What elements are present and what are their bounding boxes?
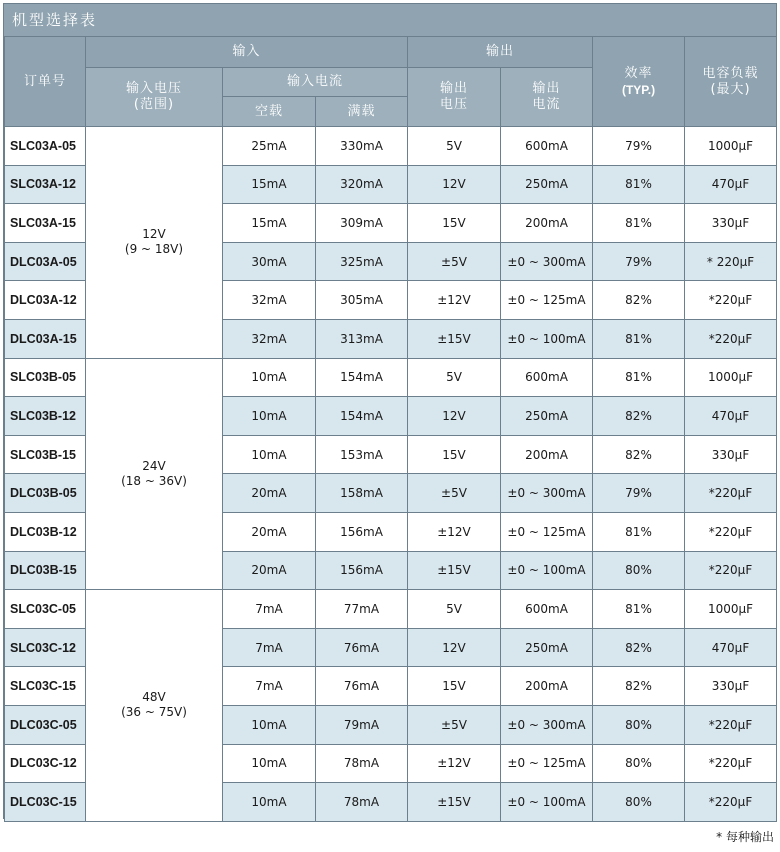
- model-cell: SLC03B-12: [5, 397, 86, 436]
- output-current-cell: ±0 ~ 300mA: [501, 242, 593, 281]
- efficiency-cell: 81%: [593, 165, 685, 204]
- model-cell: DLC03C-05: [5, 705, 86, 744]
- efficiency-cell: 82%: [593, 667, 685, 706]
- efficiency-cell: 79%: [593, 242, 685, 281]
- output-current-cell: 200mA: [501, 204, 593, 243]
- output-current-cell: 250mA: [501, 165, 593, 204]
- header-input-voltage-range: (范围): [133, 97, 175, 112]
- no-load-current-cell: 32mA: [223, 319, 316, 358]
- capacitive-load-cell: 1000µF: [685, 590, 777, 629]
- full-load-current-cell: 330mA: [316, 127, 408, 166]
- no-load-current-cell: 10mA: [223, 397, 316, 436]
- model-cell: DLC03A-12: [5, 281, 86, 320]
- header-capacitive-load: [685, 37, 777, 127]
- capacitive-load-cell: 330µF: [685, 435, 777, 474]
- efficiency-cell: 80%: [593, 744, 685, 783]
- output-current-cell: 600mA: [501, 358, 593, 397]
- header-output-voltage: [408, 68, 501, 127]
- output-voltage-cell: 15V: [408, 204, 501, 243]
- output-voltage-cell: 12V: [408, 165, 501, 204]
- input-voltage-range: (36 ~ 75V): [121, 705, 187, 720]
- model-cell: DLC03C-15: [5, 783, 86, 822]
- no-load-current-cell: 20mA: [223, 512, 316, 551]
- efficiency-cell: 82%: [593, 435, 685, 474]
- output-current-cell: 600mA: [501, 590, 593, 629]
- no-load-current-cell: 7mA: [223, 590, 316, 629]
- header-output-voltage-l1: 输出: [439, 81, 468, 96]
- efficiency-cell: 79%: [593, 127, 685, 166]
- no-load-current-cell: 10mA: [223, 435, 316, 474]
- output-voltage-cell: ±15V: [408, 551, 501, 590]
- output-current-cell: 250mA: [501, 397, 593, 436]
- efficiency-cell: 81%: [593, 358, 685, 397]
- efficiency-cell: 80%: [593, 551, 685, 590]
- model-cell: DLC03B-05: [5, 474, 86, 513]
- full-load-current-cell: 77mA: [316, 590, 408, 629]
- input-voltage-cell: [86, 358, 223, 590]
- full-load-current-cell: 309mA: [316, 204, 408, 243]
- input-voltage-value: 24V: [142, 458, 166, 473]
- full-load-current-cell: 156mA: [316, 512, 408, 551]
- capacitive-load-cell: *220µF: [685, 783, 777, 822]
- output-current-cell: ±0 ~ 100mA: [501, 783, 593, 822]
- header-efficiency-typ: (TYP.): [621, 82, 656, 97]
- no-load-current-cell: 10mA: [223, 358, 316, 397]
- no-load-current-cell: 20mA: [223, 551, 316, 590]
- full-load-current-cell: 154mA: [316, 358, 408, 397]
- no-load-current-cell: 20mA: [223, 474, 316, 513]
- model-cell: SLC03A-12: [5, 165, 86, 204]
- efficiency-cell: 81%: [593, 512, 685, 551]
- header-input: 输入: [86, 37, 408, 68]
- no-load-current-cell: 15mA: [223, 165, 316, 204]
- model-cell: SLC03B-15: [5, 435, 86, 474]
- capacitive-load-cell: 470µF: [685, 628, 777, 667]
- output-voltage-cell: 12V: [408, 397, 501, 436]
- efficiency-cell: 81%: [593, 204, 685, 243]
- output-voltage-cell: 5V: [408, 127, 501, 166]
- no-load-current-cell: 7mA: [223, 628, 316, 667]
- capacitive-load-cell: 1000µF: [685, 358, 777, 397]
- header-no-load: 空载: [223, 97, 316, 127]
- efficiency-cell: 82%: [593, 281, 685, 320]
- full-load-current-cell: 305mA: [316, 281, 408, 320]
- output-current-cell: ±0 ~ 125mA: [501, 281, 593, 320]
- output-current-cell: 600mA: [501, 127, 593, 166]
- model-cell: SLC03A-05: [5, 127, 86, 166]
- output-current-cell: 200mA: [501, 667, 593, 706]
- capacitive-load-cell: 330µF: [685, 667, 777, 706]
- capacitive-load-cell: 330µF: [685, 204, 777, 243]
- table-row: [5, 127, 777, 166]
- output-voltage-cell: ±5V: [408, 242, 501, 281]
- table-row: [5, 358, 777, 397]
- output-voltage-cell: ±12V: [408, 512, 501, 551]
- model-cell: SLC03C-05: [5, 590, 86, 629]
- output-voltage-cell: ±5V: [408, 474, 501, 513]
- full-load-current-cell: 76mA: [316, 628, 408, 667]
- capacitive-load-cell: *220µF: [685, 474, 777, 513]
- output-voltage-cell: ±12V: [408, 281, 501, 320]
- efficiency-cell: 81%: [593, 319, 685, 358]
- output-voltage-cell: ±12V: [408, 744, 501, 783]
- output-voltage-cell: 12V: [408, 628, 501, 667]
- capacitive-load-cell: *220µF: [685, 744, 777, 783]
- efficiency-cell: 80%: [593, 705, 685, 744]
- model-cell: SLC03C-12: [5, 628, 86, 667]
- no-load-current-cell: 32mA: [223, 281, 316, 320]
- output-current-cell: ±0 ~ 125mA: [501, 744, 593, 783]
- output-current-cell: 200mA: [501, 435, 593, 474]
- capacitive-load-cell: 1000µF: [685, 127, 777, 166]
- model-cell: SLC03A-15: [5, 204, 86, 243]
- full-load-current-cell: 76mA: [316, 667, 408, 706]
- no-load-current-cell: 10mA: [223, 783, 316, 822]
- capacitive-load-cell: 470µF: [685, 165, 777, 204]
- output-voltage-cell: 15V: [408, 435, 501, 474]
- output-voltage-cell: ±15V: [408, 319, 501, 358]
- capacitive-load-cell: *220µF: [685, 319, 777, 358]
- output-voltage-cell: ±5V: [408, 705, 501, 744]
- model-cell: DLC03A-05: [5, 242, 86, 281]
- capacitive-load-cell: *220µF: [685, 551, 777, 590]
- header-capacitive-load-max: (最大): [710, 81, 751, 97]
- model-cell: SLC03C-15: [5, 667, 86, 706]
- no-load-current-cell: 7mA: [223, 667, 316, 706]
- header-output-current-l1: 输出: [532, 81, 561, 96]
- output-voltage-cell: 5V: [408, 590, 501, 629]
- output-current-cell: 250mA: [501, 628, 593, 667]
- model-cell: DLC03C-12: [5, 744, 86, 783]
- full-load-current-cell: 325mA: [316, 242, 408, 281]
- table-title: 机型选择表: [4, 4, 776, 36]
- header-output: 输出: [408, 37, 593, 68]
- capacitive-load-cell: * 220µF: [685, 242, 777, 281]
- capacitive-load-cell: *220µF: [685, 705, 777, 744]
- efficiency-cell: 81%: [593, 590, 685, 629]
- header-input-current: 输入电流: [223, 68, 408, 97]
- header-capacitive-load-label: 电容负载: [702, 65, 759, 81]
- output-current-cell: ±0 ~ 300mA: [501, 474, 593, 513]
- efficiency-cell: 82%: [593, 628, 685, 667]
- header-efficiency-label: 效率: [624, 65, 653, 81]
- header-efficiency: [593, 37, 685, 127]
- header-input-voltage-label: 输入电压: [125, 81, 182, 96]
- input-voltage-value: 12V: [142, 227, 166, 242]
- full-load-current-cell: 79mA: [316, 705, 408, 744]
- full-load-current-cell: 156mA: [316, 551, 408, 590]
- model-cell: DLC03B-15: [5, 551, 86, 590]
- full-load-current-cell: 158mA: [316, 474, 408, 513]
- model-cell: DLC03A-15: [5, 319, 86, 358]
- table-body: [5, 127, 777, 822]
- capacitive-load-cell: *220µF: [685, 281, 777, 320]
- header-input-voltage: [86, 68, 223, 127]
- input-voltage-cell: [86, 590, 223, 822]
- model-cell: DLC03B-12: [5, 512, 86, 551]
- model-cell: SLC03B-05: [5, 358, 86, 397]
- header-output-voltage-l2: 电压: [439, 97, 468, 112]
- input-voltage-value: 48V: [142, 690, 166, 705]
- capacitive-load-cell: 470µF: [685, 397, 777, 436]
- input-voltage-range: (9 ~ 18V): [124, 242, 184, 257]
- capacitive-load-cell: *220µF: [685, 512, 777, 551]
- table-row: [5, 590, 777, 629]
- output-current-cell: ±0 ~ 300mA: [501, 705, 593, 744]
- output-voltage-cell: 15V: [408, 667, 501, 706]
- input-voltage-range: (18 ~ 36V): [121, 473, 187, 488]
- header-output-current: [501, 68, 593, 127]
- full-load-current-cell: 154mA: [316, 397, 408, 436]
- model-selection-panel: [3, 3, 777, 819]
- header-output-current-l2: 电流: [532, 97, 561, 112]
- full-load-current-cell: 78mA: [316, 744, 408, 783]
- no-load-current-cell: 10mA: [223, 744, 316, 783]
- output-current-cell: ±0 ~ 100mA: [501, 551, 593, 590]
- output-voltage-cell: ±15V: [408, 783, 501, 822]
- output-current-cell: ±0 ~ 125mA: [501, 512, 593, 551]
- full-load-current-cell: 320mA: [316, 165, 408, 204]
- header-order-no: 订单号: [5, 37, 86, 127]
- footnote: * 每种输出: [716, 830, 774, 844]
- no-load-current-cell: 15mA: [223, 204, 316, 243]
- output-current-cell: ±0 ~ 100mA: [501, 319, 593, 358]
- output-voltage-cell: 5V: [408, 358, 501, 397]
- efficiency-cell: 80%: [593, 783, 685, 822]
- efficiency-cell: 82%: [593, 397, 685, 436]
- full-load-current-cell: 78mA: [316, 783, 408, 822]
- efficiency-cell: 79%: [593, 474, 685, 513]
- input-voltage-cell: [86, 127, 223, 359]
- model-selection-table: [4, 36, 777, 822]
- no-load-current-cell: 25mA: [223, 127, 316, 166]
- no-load-current-cell: 10mA: [223, 705, 316, 744]
- header-full-load: 满载: [316, 97, 408, 127]
- full-load-current-cell: 313mA: [316, 319, 408, 358]
- no-load-current-cell: 30mA: [223, 242, 316, 281]
- full-load-current-cell: 153mA: [316, 435, 408, 474]
